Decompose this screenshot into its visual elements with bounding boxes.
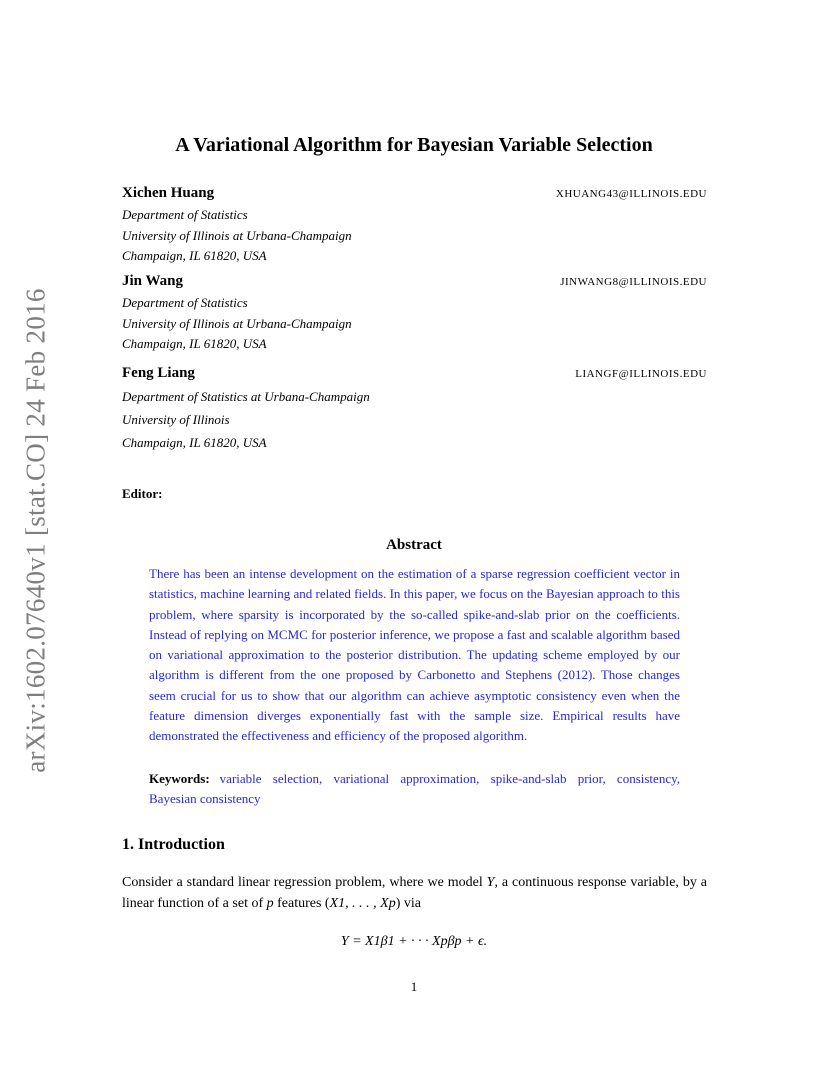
author-block xyxy=(122,273,707,355)
section-heading: 1. Introduction xyxy=(122,836,225,853)
author-affiliation-line: Department of Statistics at Urbana-Champaign xyxy=(122,389,370,404)
keywords xyxy=(149,769,680,810)
author-block xyxy=(122,185,707,267)
author-affiliation-line: University of Illinois at Urbana-Champaign xyxy=(122,315,352,331)
author-affiliation-line: University of Illinois xyxy=(122,412,230,427)
abstract-text: There has been an intense development on the estimation of a sparse regression coefficient vector in statistics, machine learning and related fields. In this paper, we focus on the Bayesian approach to this problem, where sparsity is incorporated by the so-called spike-and-slab prior on the coefficients. Instead of replying on MCMC for posterior inference, we propose a fast and scalable algorithm based on variational approximation to the posterior distribution. The updating scheme employed by our algorithm is different from the one proposed by Carbonetto and Stephens (2012). Those changes seem crucial for us to show that our algorithm can achieve asymptotic consistency even when the feature dimension diverges exponentially fast with the sample size. Empirical results have demonstrated the effectiveness and efficiency of the proposed algorithm. xyxy=(149,566,680,744)
author-email[interactable]: XHUANG43@ILLINOIS.EDU xyxy=(555,188,707,200)
abstract-heading: Abstract xyxy=(386,537,442,553)
arxiv-id: arXiv:1602.07640v1 [stat.CO] 24 Feb 2016 xyxy=(20,287,51,773)
page-number: 1 xyxy=(410,979,418,994)
intro-text: ) via xyxy=(395,896,421,911)
author-affiliation-line: Champaign, IL 61820, USA xyxy=(122,336,267,351)
author-affiliation-line: Department of Statistics xyxy=(122,207,248,222)
author-affiliation-line: Department of Statistics xyxy=(122,295,248,310)
math-expr: X1, . . . , Xp xyxy=(329,896,396,911)
intro-text: , a continuous response variable, by a linear function of a set of xyxy=(122,875,707,911)
intro-paragraph xyxy=(122,872,707,914)
author-name: Feng Liang xyxy=(122,365,195,381)
author-affiliation-line: University of Illinois at Urbana-Champaign xyxy=(122,227,352,243)
intro-text: Consider a standard linear regression problem, where we model xyxy=(122,875,487,890)
intro-text: features ( xyxy=(273,896,330,911)
keywords-label: Keywords: xyxy=(149,771,210,786)
author-email[interactable]: JINWANG8@ILLINOIS.EDU xyxy=(560,276,707,288)
author-affiliation-line: Champaign, IL 61820, USA xyxy=(122,435,267,450)
author-email[interactable]: LIANGF@ILLINOIS.EDU xyxy=(575,368,707,380)
editor-label: Editor: xyxy=(122,486,163,501)
arxiv-side-stamp xyxy=(12,280,60,780)
math-var: p xyxy=(266,896,274,911)
math-var: Y xyxy=(486,875,495,890)
keywords-text: variable selection, variational approximation, spike-and-slab prior, consistency, Bayesian consistency xyxy=(149,771,680,807)
author-block xyxy=(122,365,707,454)
author-affiliation-line: Champaign, IL 61820, USA xyxy=(122,248,267,263)
paper-title: A Variational Algorithm for Bayesian Variable Selection xyxy=(175,134,653,156)
author-name: Jin Wang xyxy=(122,273,184,289)
author-name: Xichen Huang xyxy=(122,185,215,201)
equation: Y = X1β1 + · · · Xpβp + ϵ. xyxy=(340,934,488,949)
